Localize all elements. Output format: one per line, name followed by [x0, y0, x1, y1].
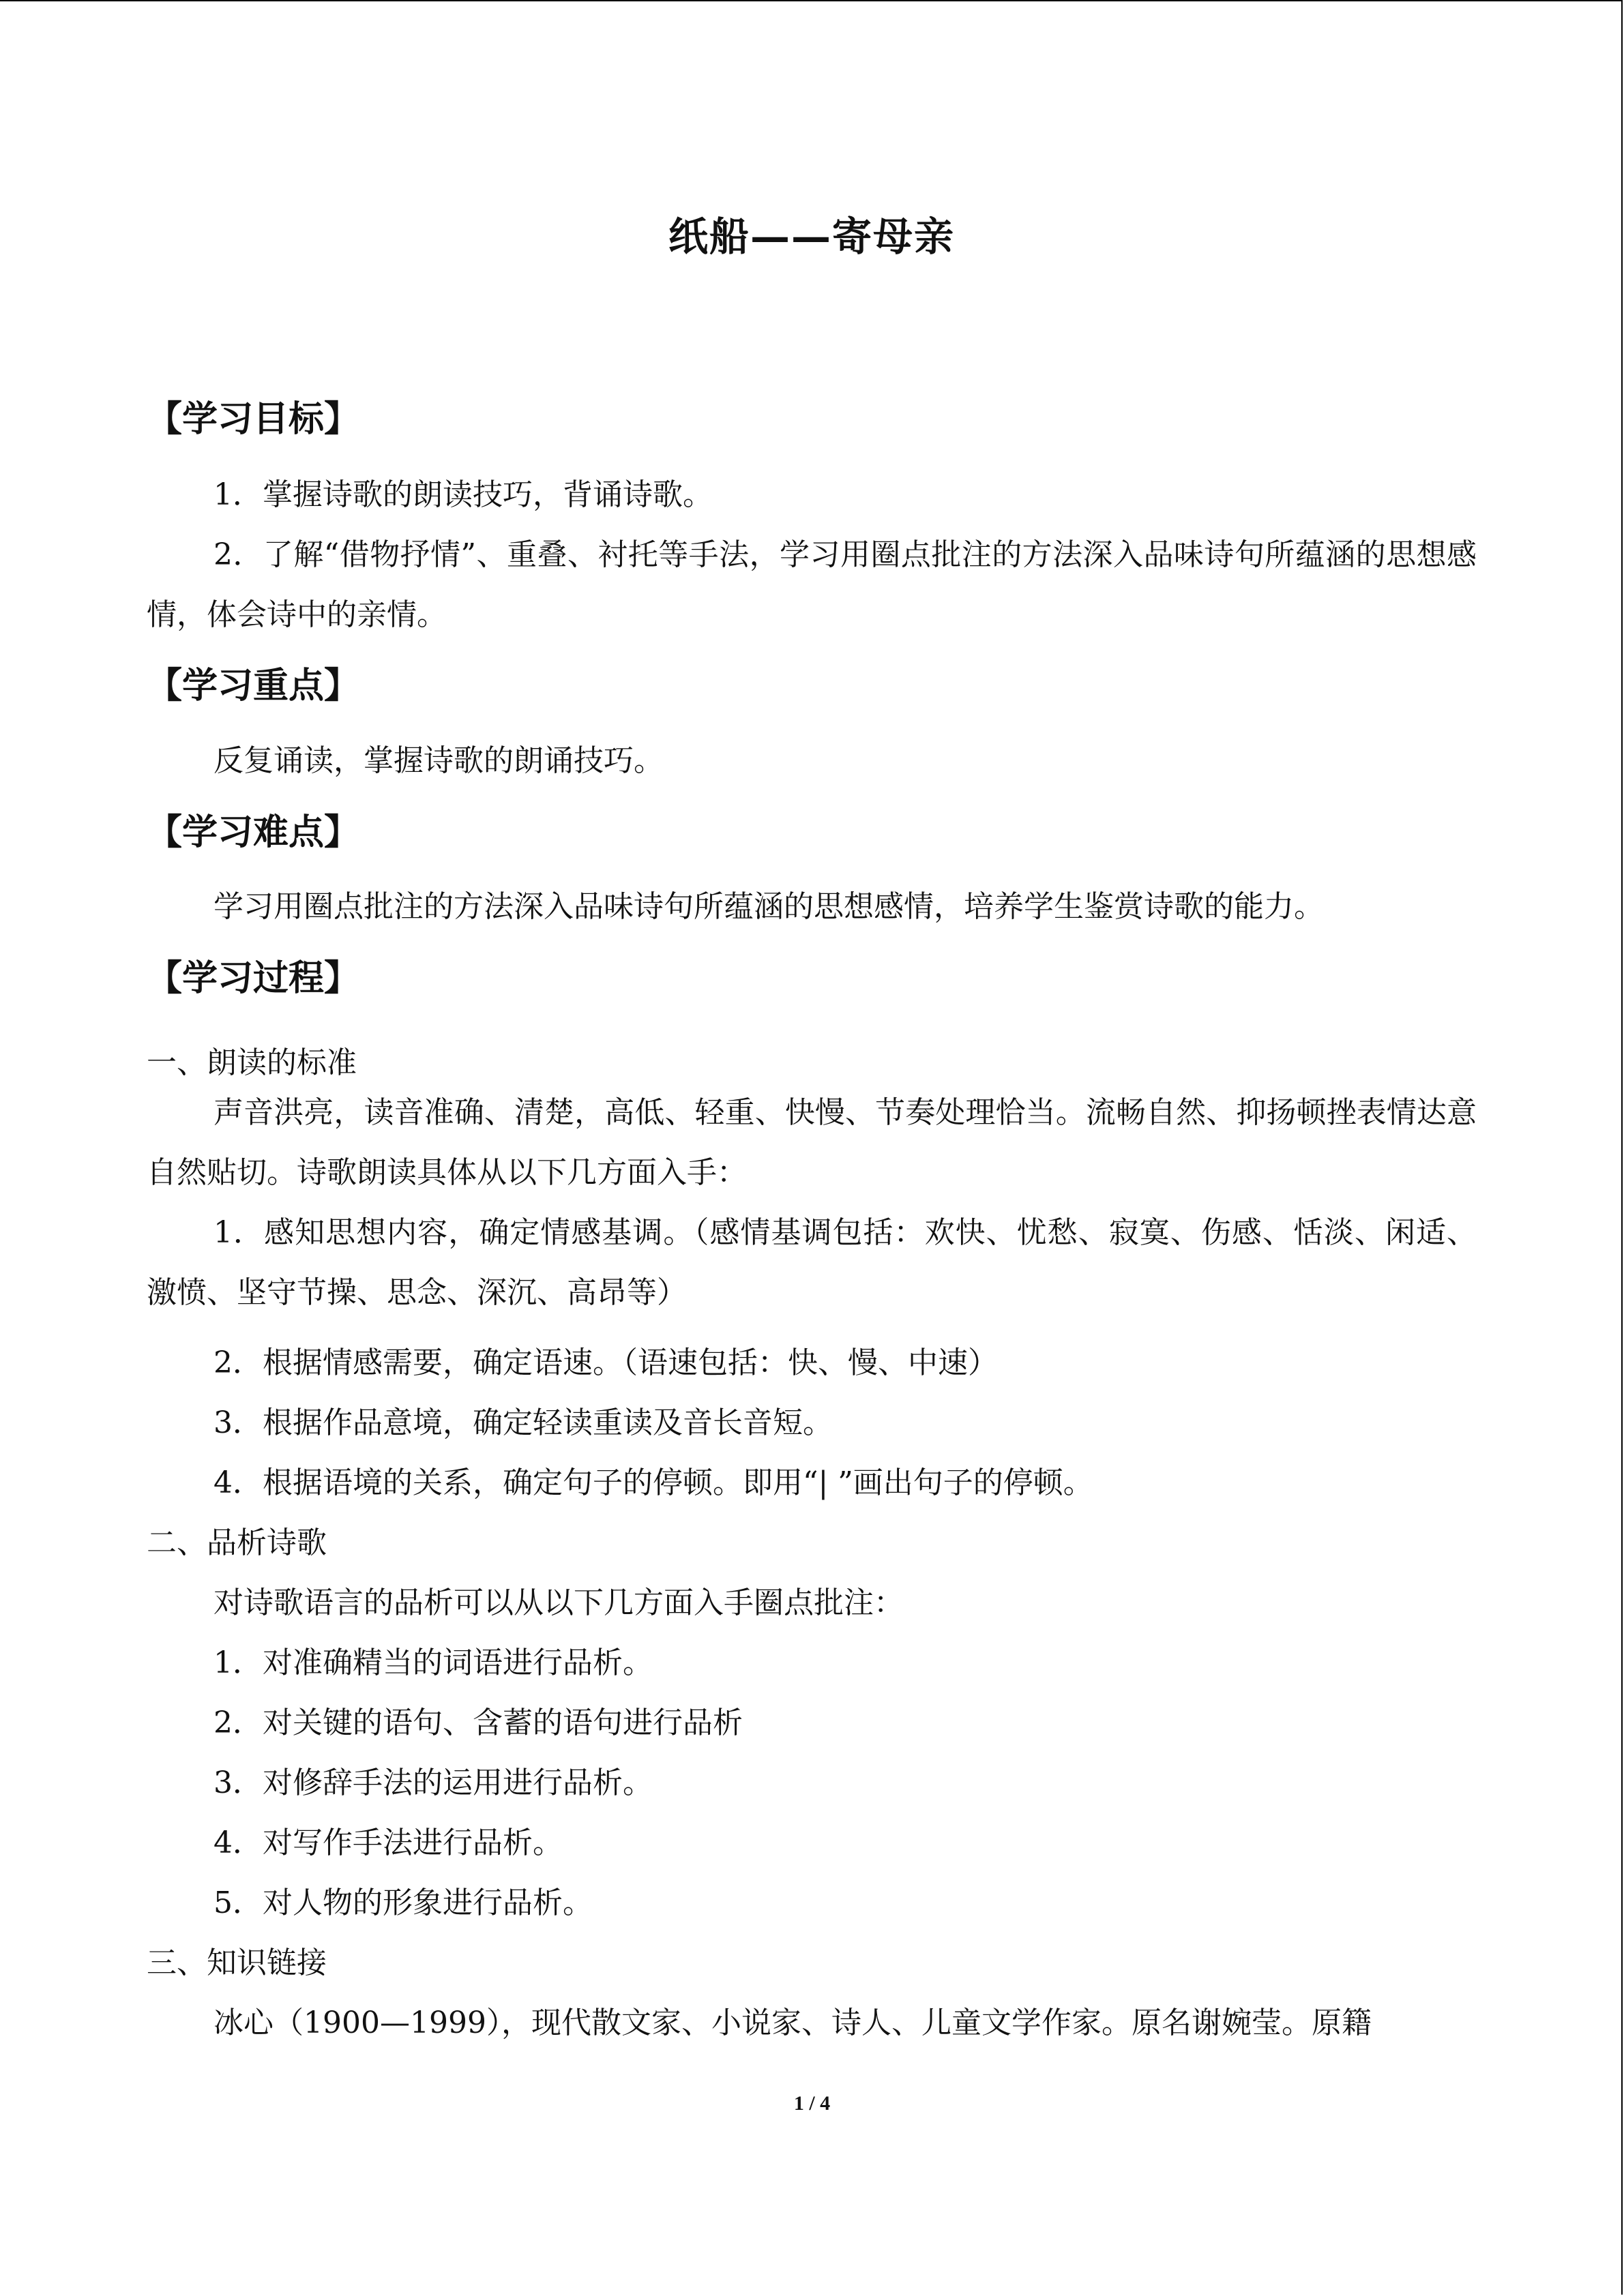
part2-intro: 对诗歌语言的品析可以从以下几方面入手圈点批注： — [213, 1585, 904, 1620]
part1-item-3: 3．根据作品意境，确定轻读重读及音长音短。 — [213, 1405, 833, 1440]
heading-learning-focus: 【学习重点】 — [147, 666, 360, 706]
part2-item-1: 1．对准确精当的词语进行品析。 — [213, 1645, 653, 1680]
heading-learning-difficulty: 【学习难点】 — [147, 812, 360, 853]
page-number: 1 / 4 — [793, 2092, 831, 2115]
difficulty-text: 学习用圈点批注的方法深入品味诗句所蕴涵的思想感情，培养学生鉴赏诗歌的能力。 — [213, 889, 1324, 924]
goal-item-2: 2．了解“借物抒情”、重叠、衬托等手法，学习用圈点批注的方法深入品味诗句所蕴涵的思想感情，体会诗中的亲情。 — [147, 537, 1477, 632]
part2-title: 二、品析诗歌 — [147, 1525, 327, 1560]
document-title: 纸船——寄母亲 — [668, 213, 955, 260]
part1-title: 一、朗读的标准 — [147, 1045, 357, 1080]
part1-intro: 声音洪亮，读音准确、清楚，高低、轻重、快慢、节奏处理恰当。流畅自然、抑扬顿挫表情达意自然贴切。诗歌朗读具体从以下几方面入手： — [147, 1095, 1477, 1190]
part2-item-5: 5．对人物的形象进行品析。 — [213, 1885, 593, 1920]
part2-item-3: 3．对修辞手法的运用进行品析。 — [213, 1765, 653, 1800]
part1-item-1: 1．感知思想内容，确定情感基调。（感情基调包括：欢快、忧愁、寂寞、伤感、恬淡、闲适、激愤、坚守节操、思念、深沉、高昂等） — [147, 1215, 1477, 1310]
part1-item-2: 2．根据情感需要，确定语速。（语速包括：快、慢、中速） — [213, 1345, 998, 1380]
part2-item-2: 2．对关键的语句、含蓄的语句进行品析 — [213, 1705, 743, 1740]
part2-item-4: 4．对写作手法进行品析。 — [213, 1825, 563, 1860]
part1-item-4: 4．根据语境的关系，确定句子的停顿。即用“| ”画出句子的停顿。 — [213, 1465, 1093, 1500]
goal-item-1: 1．掌握诗歌的朗读技巧，背诵诗歌。 — [213, 477, 713, 512]
focus-text: 反复诵读，掌握诗歌的朗诵技巧。 — [213, 743, 664, 778]
part3-title: 三、知识链接 — [147, 1945, 327, 1980]
heading-learning-process: 【学习过程】 — [147, 958, 360, 999]
heading-learning-goals: 【学习目标】 — [147, 399, 360, 440]
part3-text: 冰心（1900—1999），现代散文家、小说家、诗人、儿童文学作家。原名谢婉莹。原籍 — [213, 2006, 1372, 2040]
